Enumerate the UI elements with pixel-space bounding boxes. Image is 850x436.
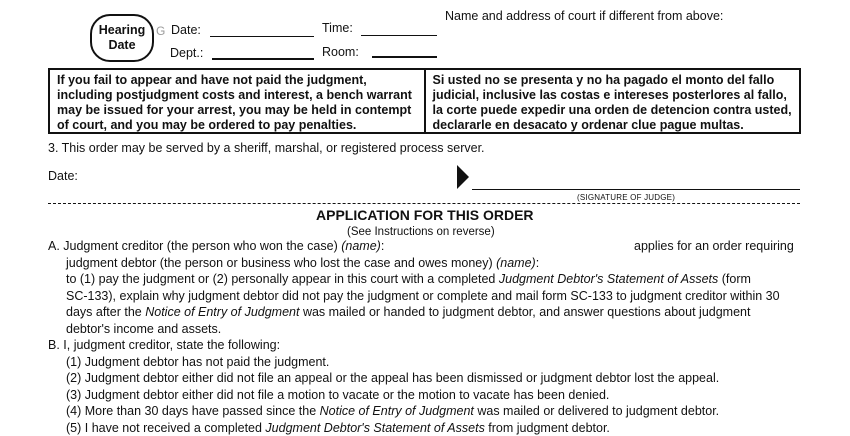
application-subtitle: (See Instructions on reverse) bbox=[347, 224, 495, 240]
section-b-item-5: (5) I have not received a completed Judgment Debtor's Statement of Assets from judgment debtor. bbox=[48, 420, 808, 436]
court-address-label: Name and address of court if different from above: bbox=[445, 9, 723, 23]
section-a-line2: judgment debtor (the person or business who lost the case and owes money) (name): bbox=[48, 255, 808, 272]
hearing-date-field[interactable] bbox=[210, 36, 314, 37]
section-b-item-4: (4) More than 30 days have passed since the Notice of Entry of Judgment was mailed or delivered to judgment debtor. bbox=[48, 403, 808, 420]
sign-here-arrow-icon bbox=[457, 165, 469, 189]
section-b-item-1: (1) Judgment debtor has not paid the judgment. bbox=[48, 354, 808, 371]
section-b-item-3: (3) Judgment debtor either did not file a motion to vacate or the motion to vacate has been denied. bbox=[48, 387, 808, 404]
section-a bbox=[48, 238, 808, 436]
signature-caption: (SIGNATURE OF JUDGE) bbox=[577, 193, 675, 202]
warning-english: If you fail to appear and have not paid the judgment, including postjudgment costs and interest, a bench warrant may be issued for your arrest, you may be held in contempt of court, and you may be ordered to pay penalties. bbox=[50, 70, 426, 132]
hearing-time-field[interactable] bbox=[361, 35, 437, 36]
judge-signature-field[interactable] bbox=[472, 189, 800, 190]
warning-spanish: Si usted no se presenta y no ha pagado el monto del fallo judicial, inclusive las costas e intereses posterlores al fallo, la corte puede expedir una orden de detencion contra usted, declararle en desacato y ordenar clue pague multas. bbox=[426, 70, 800, 132]
section-a-line6: debtor's income and assets. bbox=[48, 321, 808, 338]
hearing-date-badge bbox=[90, 14, 154, 62]
hearing-room-label: Room: bbox=[322, 45, 359, 59]
hearing-date-label: Date: bbox=[171, 23, 201, 37]
hearing-badge-line2: Date bbox=[108, 38, 135, 53]
section-a-line4: SC-133), explain why judgment debtor did not pay the judgment or complete and mail form SC-133 to judgment creditor within 30 bbox=[48, 288, 808, 305]
section-b-line1: B. I, judgment creditor, state the following: bbox=[48, 337, 808, 354]
hearing-dept-field[interactable] bbox=[212, 58, 314, 60]
section-a-line3: to (1) pay the judgment or (2) personally appear in this court with a completed Judgment Debtor's Statement of Assets (form bbox=[48, 271, 808, 288]
section-b-item-2: (2) Judgment debtor either did not file an appeal or the appeal has been dismissed or judgment debtor lost the appeal. bbox=[48, 370, 808, 387]
divider bbox=[48, 203, 800, 204]
hearing-dept-label: Dept.: bbox=[170, 46, 203, 60]
applies-for-text: applies for an order requiring bbox=[634, 238, 794, 255]
hearing-room-field[interactable] bbox=[372, 56, 437, 58]
item-3-text: 3. This order may be served by a sheriff, marshal, or registered process server. bbox=[48, 140, 485, 156]
hearing-time-label: Time: bbox=[322, 21, 353, 35]
section-a-line5: days after the Notice of Entry of Judgment was mailed or handed to judgment debtor, and answer questions about judgment bbox=[48, 304, 808, 321]
hearing-badge-line1: Hearing bbox=[99, 23, 146, 38]
order-date-label: Date: bbox=[48, 168, 78, 184]
ghost-letter: G bbox=[156, 24, 165, 38]
section-a-line1: A. Judgment creditor (the person who won the case) (name): applies for an order requiring bbox=[48, 238, 808, 255]
warning-box bbox=[48, 68, 801, 134]
application-title: APPLICATION FOR THIS ORDER bbox=[316, 207, 534, 223]
